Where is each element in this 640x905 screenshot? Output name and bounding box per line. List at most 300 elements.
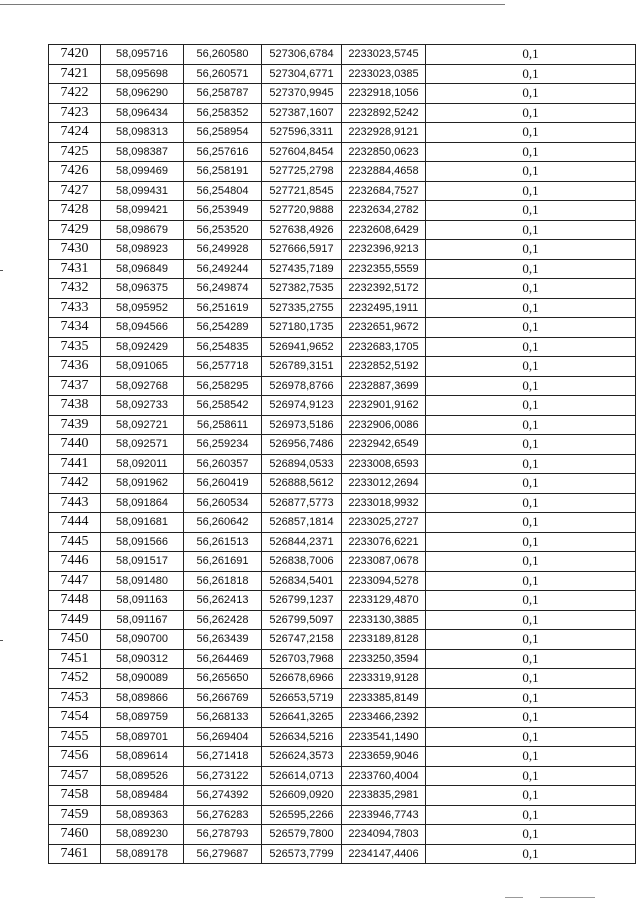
y-coordinate-cell: 2233018,9932 [342,493,426,513]
y-coordinate-cell: 2232392,5172 [342,279,426,299]
point-number-cell: 7442 [49,474,101,494]
table-row [49,298,636,318]
y-coordinate-cell: 2232906,0086 [342,415,426,435]
point-number-cell: 7444 [49,513,101,533]
point-number-cell: 7446 [49,552,101,572]
latitude-cell: 58,091517 [101,552,184,572]
y-coordinate-cell: 2233946,7743 [342,805,426,825]
table-row [49,805,636,825]
y-coordinate-cell: 2233466,2392 [342,708,426,728]
table-row [49,84,636,104]
x-coordinate-cell: 526789,3151 [262,357,342,377]
latitude-cell: 58,092768 [101,376,184,396]
table-row [49,454,636,474]
point-number-cell: 7427 [49,181,101,201]
point-number-cell: 7451 [49,649,101,669]
longitude-cell: 56,254289 [184,318,262,338]
x-coordinate-cell: 526974,9123 [262,396,342,416]
accuracy-cell: 0,1 [426,45,636,65]
latitude-cell: 58,089759 [101,708,184,728]
x-coordinate-cell: 527306,6784 [262,45,342,65]
longitude-cell: 56,260571 [184,64,262,84]
table-row [49,435,636,455]
longitude-cell: 56,254835 [184,337,262,357]
table-row [49,64,636,84]
point-number-cell: 7435 [49,337,101,357]
latitude-cell: 58,089614 [101,747,184,767]
longitude-cell: 56,273122 [184,766,262,786]
y-coordinate-cell: 2232892,5242 [342,103,426,123]
x-coordinate-cell: 527604,8454 [262,142,342,162]
accuracy-cell: 0,1 [426,376,636,396]
coordinates-table [48,44,636,864]
table-row [49,337,636,357]
x-coordinate-cell: 526747,2158 [262,630,342,650]
x-coordinate-cell: 526653,5719 [262,688,342,708]
latitude-cell: 58,099421 [101,201,184,221]
x-coordinate-cell: 526956,7486 [262,435,342,455]
point-number-cell: 7443 [49,493,101,513]
y-coordinate-cell: 2232355,5559 [342,259,426,279]
x-coordinate-cell: 526609,0920 [262,786,342,806]
longitude-cell: 56,258954 [184,123,262,143]
x-coordinate-cell: 527721,8545 [262,181,342,201]
table-row [49,201,636,221]
latitude-cell: 58,095698 [101,64,184,84]
table-row [49,240,636,260]
latitude-cell: 58,092721 [101,415,184,435]
y-coordinate-cell: 2232651,9672 [342,318,426,338]
table-row [49,279,636,299]
latitude-cell: 58,091566 [101,532,184,552]
x-coordinate-cell: 527370,9945 [262,84,342,104]
longitude-cell: 56,265650 [184,669,262,689]
longitude-cell: 56,262428 [184,610,262,630]
point-number-cell: 7434 [49,318,101,338]
point-number-cell: 7445 [49,532,101,552]
latitude-cell: 58,091167 [101,610,184,630]
longitude-cell: 56,260642 [184,513,262,533]
table-row [49,142,636,162]
longitude-cell: 56,249874 [184,279,262,299]
latitude-cell: 58,098387 [101,142,184,162]
point-number-cell: 7457 [49,766,101,786]
table-row [49,376,636,396]
accuracy-cell: 0,1 [426,688,636,708]
accuracy-cell: 0,1 [426,669,636,689]
x-coordinate-cell: 526678,6966 [262,669,342,689]
table-row [49,591,636,611]
longitude-cell: 56,268133 [184,708,262,728]
accuracy-cell: 0,1 [426,435,636,455]
accuracy-cell: 0,1 [426,123,636,143]
point-number-cell: 7459 [49,805,101,825]
accuracy-cell: 0,1 [426,805,636,825]
table-row [49,181,636,201]
x-coordinate-cell: 527638,4926 [262,220,342,240]
longitude-cell: 56,261513 [184,532,262,552]
point-number-cell: 7428 [49,201,101,221]
latitude-cell: 58,096375 [101,279,184,299]
y-coordinate-cell: 2232634,2782 [342,201,426,221]
latitude-cell: 58,089866 [101,688,184,708]
point-number-cell: 7432 [49,279,101,299]
accuracy-cell: 0,1 [426,493,636,513]
table-row [49,727,636,747]
y-coordinate-cell: 2233130,3885 [342,610,426,630]
x-coordinate-cell: 527725,2798 [262,162,342,182]
point-number-cell: 7438 [49,396,101,416]
accuracy-cell: 0,1 [426,181,636,201]
accuracy-cell: 0,1 [426,532,636,552]
y-coordinate-cell: 2232884,4658 [342,162,426,182]
table-row [49,649,636,669]
x-coordinate-cell: 527596,3311 [262,123,342,143]
point-number-cell: 7441 [49,454,101,474]
table-row [49,766,636,786]
point-number-cell: 7437 [49,376,101,396]
point-number-cell: 7456 [49,747,101,767]
x-coordinate-cell: 526838,7006 [262,552,342,572]
point-number-cell: 7440 [49,435,101,455]
latitude-cell: 58,098923 [101,240,184,260]
accuracy-cell: 0,1 [426,766,636,786]
longitude-cell: 56,257616 [184,142,262,162]
latitude-cell: 58,091480 [101,571,184,591]
y-coordinate-cell: 2233129,4870 [342,591,426,611]
latitude-cell: 58,091681 [101,513,184,533]
y-coordinate-cell: 2233189,8128 [342,630,426,650]
point-number-cell: 7426 [49,162,101,182]
accuracy-cell: 0,1 [426,825,636,845]
accuracy-cell: 0,1 [426,357,636,377]
longitude-cell: 56,258191 [184,162,262,182]
point-number-cell: 7436 [49,357,101,377]
table-body [49,45,636,864]
latitude-cell: 58,099431 [101,181,184,201]
longitude-cell: 56,261818 [184,571,262,591]
latitude-cell: 58,090700 [101,630,184,650]
x-coordinate-cell: 527666,5917 [262,240,342,260]
point-number-cell: 7420 [49,45,101,65]
latitude-cell: 58,092429 [101,337,184,357]
longitude-cell: 56,278793 [184,825,262,845]
longitude-cell: 56,276283 [184,805,262,825]
table-row [49,220,636,240]
accuracy-cell: 0,1 [426,396,636,416]
latitude-cell: 58,091962 [101,474,184,494]
point-number-cell: 7423 [49,103,101,123]
longitude-cell: 56,266769 [184,688,262,708]
longitude-cell: 56,258295 [184,376,262,396]
accuracy-cell: 0,1 [426,162,636,182]
y-coordinate-cell: 2234147,4406 [342,844,426,864]
y-coordinate-cell: 2233094,5278 [342,571,426,591]
longitude-cell: 56,269404 [184,727,262,747]
point-number-cell: 7452 [49,669,101,689]
x-coordinate-cell: 527387,1607 [262,103,342,123]
longitude-cell: 56,271418 [184,747,262,767]
table-row [49,513,636,533]
x-coordinate-cell: 526573,7799 [262,844,342,864]
binding-mark [0,270,3,271]
table-row [49,552,636,572]
point-number-cell: 7460 [49,825,101,845]
latitude-cell: 58,096849 [101,259,184,279]
latitude-cell: 58,096434 [101,103,184,123]
accuracy-cell: 0,1 [426,610,636,630]
y-coordinate-cell: 2234094,7803 [342,825,426,845]
point-number-cell: 7454 [49,708,101,728]
table-row [49,45,636,65]
longitude-cell: 56,258352 [184,103,262,123]
accuracy-cell: 0,1 [426,142,636,162]
latitude-cell: 58,089230 [101,825,184,845]
table-row [49,415,636,435]
accuracy-cell: 0,1 [426,649,636,669]
latitude-cell: 58,092011 [101,454,184,474]
x-coordinate-cell: 526641,3265 [262,708,342,728]
y-coordinate-cell: 2233385,8149 [342,688,426,708]
latitude-cell: 58,089178 [101,844,184,864]
x-coordinate-cell: 526888,5612 [262,474,342,494]
accuracy-cell: 0,1 [426,84,636,104]
accuracy-cell: 0,1 [426,474,636,494]
x-coordinate-cell: 527435,7189 [262,259,342,279]
table-row [49,318,636,338]
y-coordinate-cell: 2232852,5192 [342,357,426,377]
latitude-cell: 58,090089 [101,669,184,689]
table-row [49,493,636,513]
binding-mark [0,640,3,641]
latitude-cell: 58,090312 [101,649,184,669]
y-coordinate-cell: 2233760,4004 [342,766,426,786]
x-coordinate-cell: 526703,7968 [262,649,342,669]
y-coordinate-cell: 2232887,3699 [342,376,426,396]
y-coordinate-cell: 2233250,3594 [342,649,426,669]
y-coordinate-cell: 2233023,0385 [342,64,426,84]
x-coordinate-cell: 527382,7535 [262,279,342,299]
x-coordinate-cell: 526877,5773 [262,493,342,513]
accuracy-cell: 0,1 [426,64,636,84]
y-coordinate-cell: 2232850,0623 [342,142,426,162]
y-coordinate-cell: 2232495,1911 [342,298,426,318]
point-number-cell: 7439 [49,415,101,435]
latitude-cell: 58,091065 [101,357,184,377]
table-row [49,747,636,767]
point-number-cell: 7421 [49,64,101,84]
point-number-cell: 7425 [49,142,101,162]
y-coordinate-cell: 2233023,5745 [342,45,426,65]
table-row [49,688,636,708]
longitude-cell: 56,253949 [184,201,262,221]
point-number-cell: 7424 [49,123,101,143]
accuracy-cell: 0,1 [426,415,636,435]
x-coordinate-cell: 526614,0713 [262,766,342,786]
latitude-cell: 58,089701 [101,727,184,747]
top-rule [0,4,505,5]
point-number-cell: 7430 [49,240,101,260]
x-coordinate-cell: 526624,3573 [262,747,342,767]
accuracy-cell: 0,1 [426,747,636,767]
table-row [49,844,636,864]
y-coordinate-cell: 2232683,1705 [342,337,426,357]
x-coordinate-cell: 526973,5186 [262,415,342,435]
table-row [49,259,636,279]
latitude-cell: 58,094566 [101,318,184,338]
y-coordinate-cell: 2233541,1490 [342,727,426,747]
x-coordinate-cell: 527304,6771 [262,64,342,84]
point-number-cell: 7453 [49,688,101,708]
y-coordinate-cell: 2233835,2981 [342,786,426,806]
table-row [49,786,636,806]
latitude-cell: 58,096290 [101,84,184,104]
latitude-cell: 58,095716 [101,45,184,65]
latitude-cell: 58,089363 [101,805,184,825]
y-coordinate-cell: 2232396,9213 [342,240,426,260]
table-row [49,357,636,377]
table-row [49,474,636,494]
footer-mark [505,897,523,898]
x-coordinate-cell: 526844,2371 [262,532,342,552]
point-number-cell: 7448 [49,591,101,611]
longitude-cell: 56,264469 [184,649,262,669]
point-number-cell: 7458 [49,786,101,806]
x-coordinate-cell: 526579,7800 [262,825,342,845]
latitude-cell: 58,089526 [101,766,184,786]
point-number-cell: 7461 [49,844,101,864]
longitude-cell: 56,253520 [184,220,262,240]
x-coordinate-cell: 526634,5216 [262,727,342,747]
longitude-cell: 56,263439 [184,630,262,650]
longitude-cell: 56,251619 [184,298,262,318]
x-coordinate-cell: 526894,0533 [262,454,342,474]
longitude-cell: 56,259234 [184,435,262,455]
x-coordinate-cell: 526834,5401 [262,571,342,591]
footer-mark [540,897,595,898]
longitude-cell: 56,257718 [184,357,262,377]
accuracy-cell: 0,1 [426,279,636,299]
accuracy-cell: 0,1 [426,454,636,474]
longitude-cell: 56,258611 [184,415,262,435]
latitude-cell: 58,091163 [101,591,184,611]
x-coordinate-cell: 526857,1814 [262,513,342,533]
y-coordinate-cell: 2232918,1056 [342,84,426,104]
accuracy-cell: 0,1 [426,571,636,591]
x-coordinate-cell: 527720,9888 [262,201,342,221]
accuracy-cell: 0,1 [426,708,636,728]
y-coordinate-cell: 2233076,6221 [342,532,426,552]
latitude-cell: 58,092571 [101,435,184,455]
table-row [49,630,636,650]
longitude-cell: 56,258787 [184,84,262,104]
table-row [49,123,636,143]
longitude-cell: 56,260534 [184,493,262,513]
point-number-cell: 7429 [49,220,101,240]
latitude-cell: 58,089484 [101,786,184,806]
point-number-cell: 7433 [49,298,101,318]
accuracy-cell: 0,1 [426,727,636,747]
longitude-cell: 56,249928 [184,240,262,260]
latitude-cell: 58,098313 [101,123,184,143]
accuracy-cell: 0,1 [426,240,636,260]
point-number-cell: 7422 [49,84,101,104]
accuracy-cell: 0,1 [426,513,636,533]
table-row [49,162,636,182]
x-coordinate-cell: 526978,8766 [262,376,342,396]
longitude-cell: 56,261691 [184,552,262,572]
accuracy-cell: 0,1 [426,298,636,318]
x-coordinate-cell: 526941,9652 [262,337,342,357]
y-coordinate-cell: 2233025,2727 [342,513,426,533]
x-coordinate-cell: 526799,1237 [262,591,342,611]
y-coordinate-cell: 2232942,6549 [342,435,426,455]
y-coordinate-cell: 2232901,9162 [342,396,426,416]
latitude-cell: 58,092733 [101,396,184,416]
point-number-cell: 7450 [49,630,101,650]
longitude-cell: 56,274392 [184,786,262,806]
longitude-cell: 56,260419 [184,474,262,494]
y-coordinate-cell: 2233659,9046 [342,747,426,767]
accuracy-cell: 0,1 [426,259,636,279]
y-coordinate-cell: 2233319,9128 [342,669,426,689]
accuracy-cell: 0,1 [426,591,636,611]
y-coordinate-cell: 2232684,7527 [342,181,426,201]
accuracy-cell: 0,1 [426,201,636,221]
table-row [49,825,636,845]
accuracy-cell: 0,1 [426,552,636,572]
x-coordinate-cell: 526595,2266 [262,805,342,825]
table-row [49,610,636,630]
latitude-cell: 58,091864 [101,493,184,513]
y-coordinate-cell: 2232608,6429 [342,220,426,240]
latitude-cell: 58,099469 [101,162,184,182]
y-coordinate-cell: 2233008,6593 [342,454,426,474]
y-coordinate-cell: 2233087,0678 [342,552,426,572]
x-coordinate-cell: 527335,2755 [262,298,342,318]
longitude-cell: 56,279687 [184,844,262,864]
y-coordinate-cell: 2233012,2694 [342,474,426,494]
latitude-cell: 58,098679 [101,220,184,240]
accuracy-cell: 0,1 [426,630,636,650]
table-row [49,571,636,591]
longitude-cell: 56,258542 [184,396,262,416]
table-row [49,532,636,552]
accuracy-cell: 0,1 [426,786,636,806]
point-number-cell: 7449 [49,610,101,630]
accuracy-cell: 0,1 [426,844,636,864]
table-row [49,396,636,416]
accuracy-cell: 0,1 [426,103,636,123]
x-coordinate-cell: 526799,5097 [262,610,342,630]
y-coordinate-cell: 2232928,9121 [342,123,426,143]
accuracy-cell: 0,1 [426,220,636,240]
longitude-cell: 56,260580 [184,45,262,65]
longitude-cell: 56,260357 [184,454,262,474]
table-row [49,669,636,689]
longitude-cell: 56,262413 [184,591,262,611]
table-row [49,708,636,728]
longitude-cell: 56,254804 [184,181,262,201]
x-coordinate-cell: 527180,1735 [262,318,342,338]
accuracy-cell: 0,1 [426,318,636,338]
table-row [49,103,636,123]
point-number-cell: 7431 [49,259,101,279]
accuracy-cell: 0,1 [426,337,636,357]
latitude-cell: 58,095952 [101,298,184,318]
longitude-cell: 56,249244 [184,259,262,279]
point-number-cell: 7455 [49,727,101,747]
